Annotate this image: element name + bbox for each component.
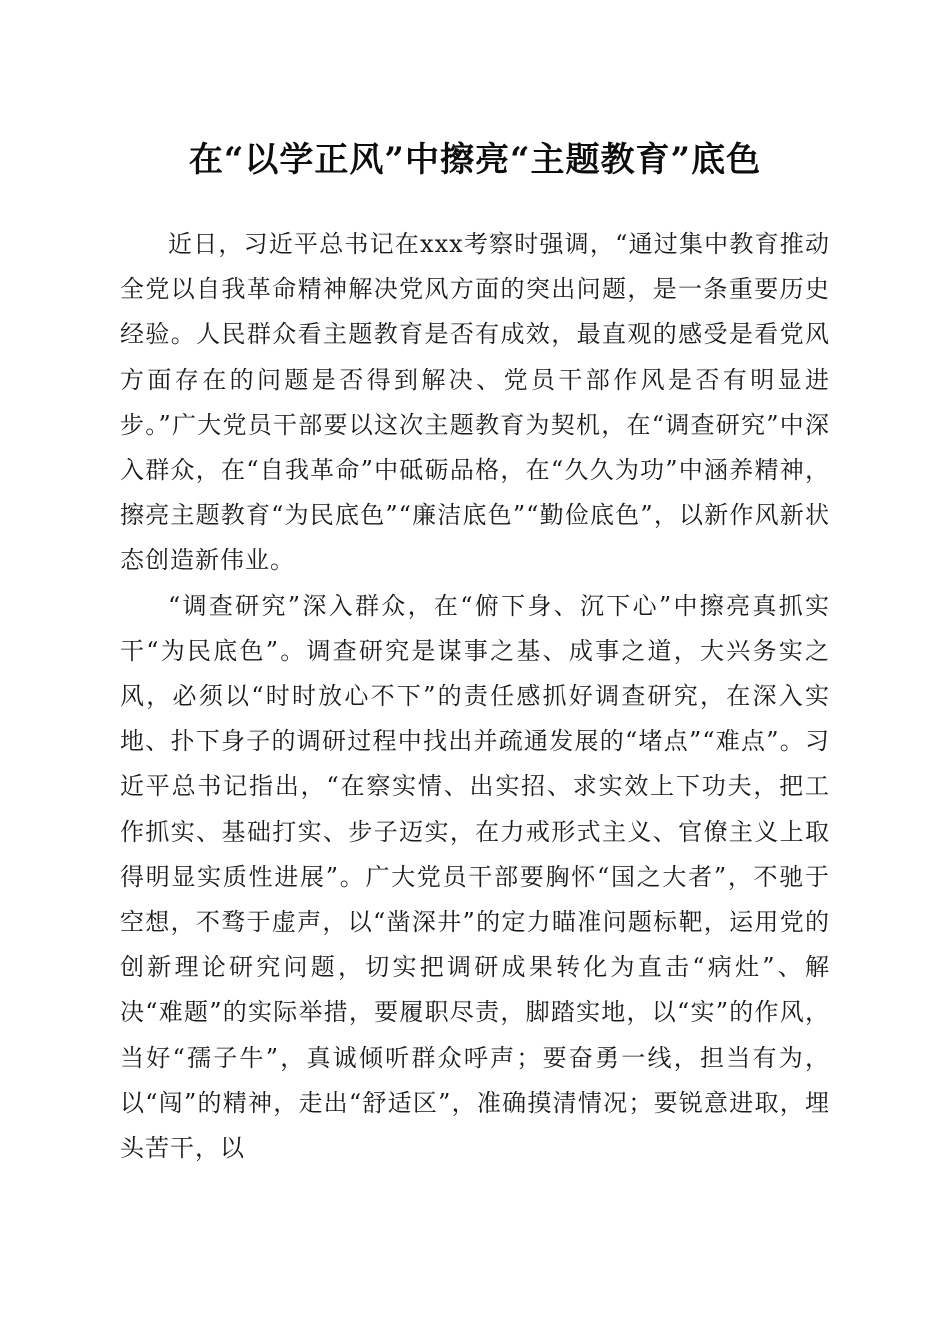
document-title: 在“以学正风”中擦亮“主题教育”底色 [188,140,762,180]
document-body [120,222,830,1171]
paragraph-investigation: “调查研究”深入群众，在“俯下身、沉下心”中擦亮真抓实干“为民底色”。调查研究是谋事之基、成事之道，大兴务实之风，必须以“时时放心不下”的责任感抓好调查研究，在深入实地、扑下身子的调研过程中找出并疏通发展的“堵点”“难点”。习近平总书记指出，“在察实情、出实招、求实效上下功夫，把工作抓实、基础打实、步子迈实，在力戒形式主义、官僚主义上取得明显实质性进展”。广大党员干部要胸怀“国之大者”，不驰于空想，不骛于虚声，以“凿深井”的定力瞄准问题标靶，运用党的创新理论研究问题，切实把调研成果转化为直击“病灶”、解决“难题”的实际举措，要履职尽责，脚踏实地，以“实”的作风，当好“孺子牛”，真诚倾听群众呼声；要奋勇一线，担当有为，以“闯”的精神，走出“舒适区”，准确摸清情况；要锐意进取，埋头苦干，以 [120,591,830,1163]
paragraph-intro: 近日，习近平总书记在xxx考察时强调，“通过集中教育推动全党以自我革命精神解决党风方面的突出问题，是一条重要历史经验。人民群众看主题教育是否有成效，最直观的感受是看党风方面存在的问题是否得到解决、党员干部作风是否有明显进步。”广大党员干部要以这次主题教育为契机，在“调查研究”中深入群众，在“自我革命”中砥砺品格，在“久久为功”中涵养精神，擦亮主题教育“为民底色”“廉洁底色”“勤俭底色”，以新作风新状态创造新伟业。 [120,230,830,575]
